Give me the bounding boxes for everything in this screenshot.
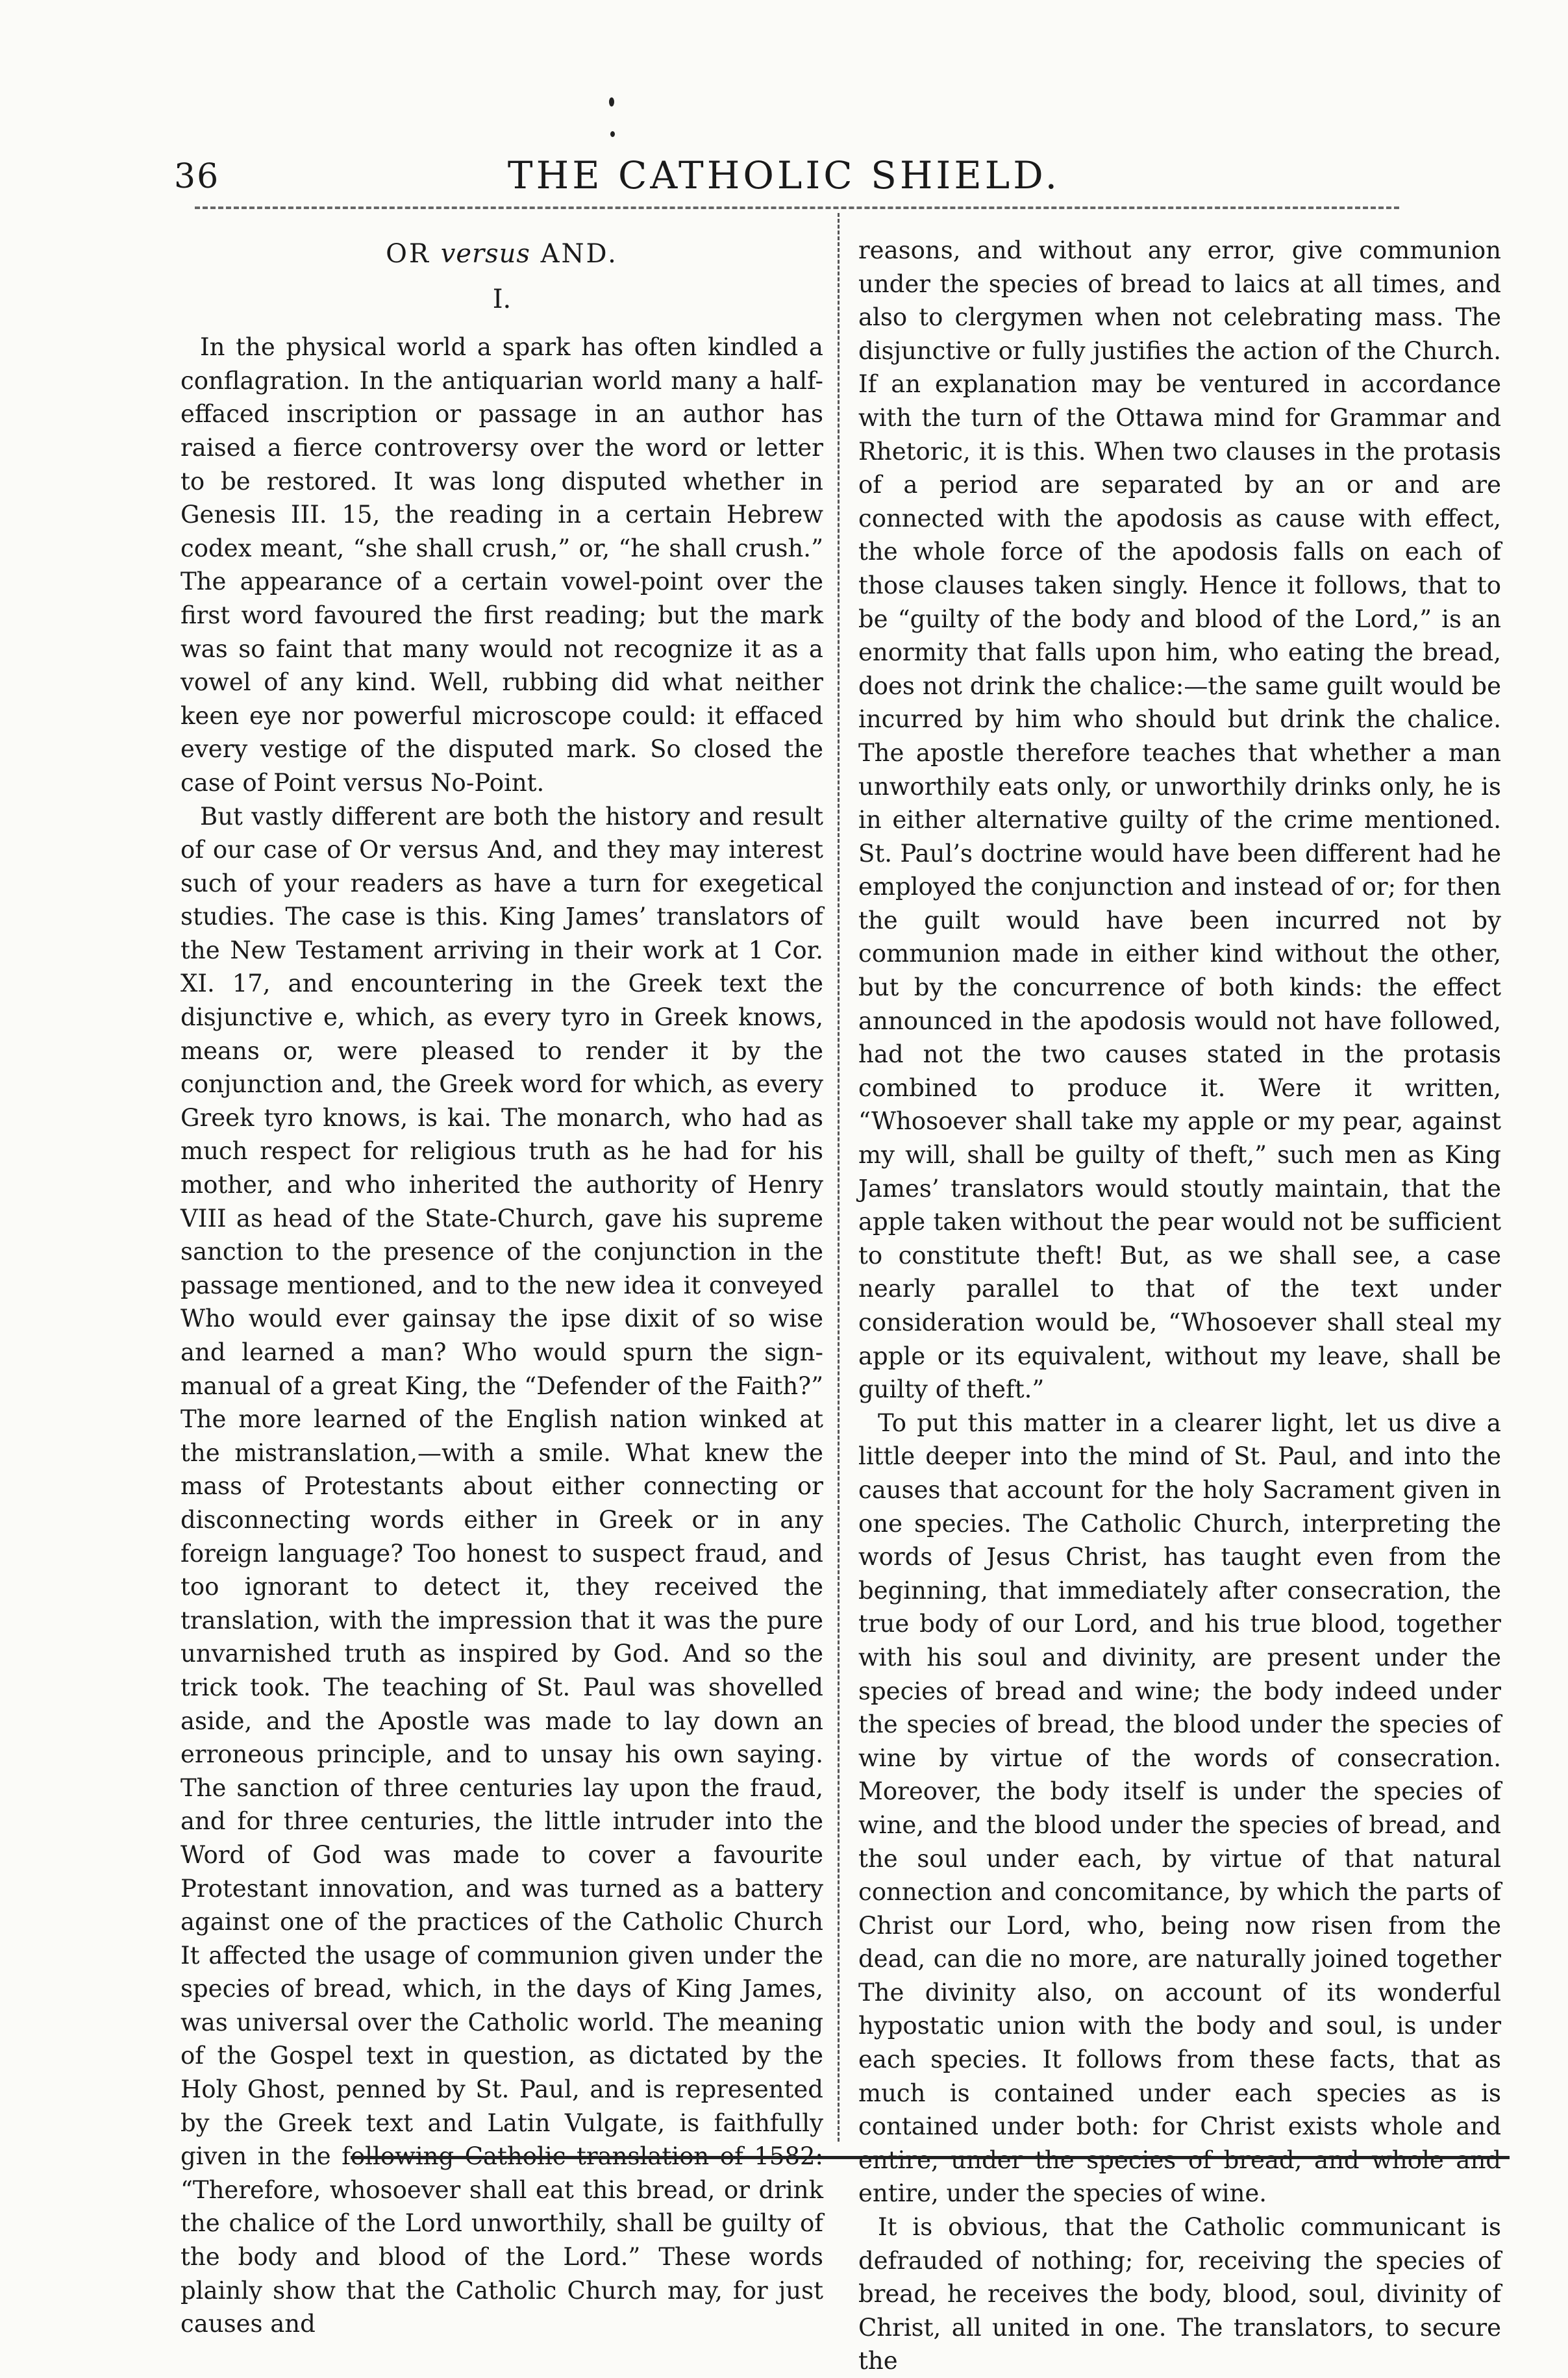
ink-speck: [610, 131, 615, 137]
paragraph: reasons, and without any error, give communion under the species of bread to laics at all times, and also to clergymen when not celebrating mass. The disjunctive or fully justifies the action of the Church. If an explanation may be ventured in accordance with the turn of the Ottawa mind for Grammar and Rhetoric, it is this. When two clauses in the protasis of a period are separated by an or and are connected with the apodosis as cause with effect, the whole force of the apodosis falls on each of those clauses taken singly. Hence it follows, that to be “guilty of the body and blood of the Lord,” is an enormity that falls upon him, who eating the bread, does not drink the chalice:—the same guilt would be incurred by him who should but drink the chalice. The apostle therefore teaches that whether a man unworthily eats only, or unworthily drinks only, he is in either alternative guilty of the crime mentioned. St. Paul’s doctrine would have been different had he employed the conjunction and instead of or; for then the guilt would have been incurred not by communion made in either kind without the other, but by the concurrence of both kinds: the effect announced in the apodosis would not have followed, had not the two causes stated in the protasis combined to produce it. Were it written, “Whosoever shall take my apple or my pear, against my will, shall be guilty of theft,” such men as King James’ translators would stoutly maintain, that the apple taken without the pear would not be sufficient to constitute theft! But, as we shall see, a case nearly parallel to that of the text under consideration would be, “Whosoever shall steal my apple or its equivalent, without my leave, shall be guilty of theft.”: [858, 236, 1501, 1404]
paragraph: But vastly different are both the history and result of our case of Or versus And, and they may interest such of your readers as have a turn for exegetical studies. The case is this. King James’ translators of the New Testament arriving in their work at 1 Cor. XI. 17, and encountering in the Greek text the disjunctive e, which, as every tyro in Greek knows, means or, were pleased to render it by the conjunction and, the Greek word for which, as every Greek tyro knows, is kai. The monarch, who had as much respect for religious truth as he had for his mother, and who inherited the authority of Henry VIII as head of the State-Church, gave his supreme sanction to the presence of the conjunction in the passage mentioned, and to the new idea it conveyed Who would ever gainsay the ipse dixit of so wise and learned a man? Who would spurn the sign-manual of a great King, the “Defender of the Faith?” The more learned of the English nation winked at the mistranslation,—with a smile. What knew the mass of Protestants about either connecting or disconnecting words either in Greek or in any foreign language? Too honest to suspect fraud, and too ignorant to detect it, they received the translation, with the impression that it was the pure unvarnished truth as inspired by God. And so the trick took. The teaching of St. Paul was shovelled aside, and the Apostle was made to lay down an erroneous principle, and to unsay his own saying. The sanction of three centuries lay upon the fraud, and for three centuries, the little intruder into the Word of God was made to cover a favourite Protestant innovation, and was turned as a battery against one of the practices of the Catholic Church It affected the usage of communion given under the species of bread, which, in the days of King James, was universal over the Catholic world. The meaning of the Gospel text in question, as dictated by the Holy Ghost, penned by St. Paul, and is represented by the Greek text and Latin Vulgate, is faithfully given in the following Catholic translation of 1582: “Therefore, whosoever shall eat this bread, or drink the chalice of the Lord unworthily, shall be guilty of the body and blood of the Lord.” These words plainly show that the Catholic Church may, for just causes and: [180, 802, 823, 2338]
paragraph: It is obvious, that the Catholic communicant is defrauded of nothing; for, receiving the species of bread, he receives the body, blood, soul, divinity of Christ, all united in one. The translators, to secure the: [858, 2213, 1501, 2375]
bottom-rule: [351, 2156, 1510, 2159]
paragraph: To put this matter in a clearer light, let us dive a little deeper into the mind of St. Paul, and into the causes that account for the holy Sacrament given in one species. The Catholic Church, interpreting the words of Jesus Christ, has taught even from the beginning, that immediately after consecration, the true body of our Lord, and his true blood, together with his soul and divinity, are present under the species of bread and wine; the body indeed under the species of bread, the blood under the species of wine by virtue of the words of consecration. Moreover, the body itself is under the species of wine, and the blood under the species of bread, and the soul under each, by virtue of that natural connection and concomitance, by which the parts of Christ our Lord, who, being now risen from the dead, can die no more, are naturally joined together The divinity also, on account of its wonderful hypostatic union with the body and soul, is under each species. It follows from these facts, that as much is contained under each species as is contained under both: for Christ exists whole and entire, under the species of bread, and whole and entire, under the species of wine.: [858, 1408, 1501, 2208]
column-divider: [838, 213, 840, 2142]
article-title: [180, 238, 823, 271]
title-part-a: OR: [386, 239, 441, 269]
running-head: THE CATHOLIC SHIELD.: [507, 153, 1061, 197]
title-part-b: AND.: [530, 239, 618, 269]
title-versus: versus: [440, 239, 530, 269]
header-rule: [195, 207, 1399, 209]
right-column: [858, 234, 1501, 2378]
page-number: 36: [174, 157, 220, 196]
section-number: I.: [492, 284, 512, 314]
paragraph: In the physical world a spark has often kindled a conflagration. In the antiquarian world many a half-effaced inscription or passage in an author has raised a fierce controversy over the word or letter to be restored. It was long disputed whether in Genesis III. 15, the reading in a certain Hebrew codex meant, “she shall crush,” or, “he shall crush.” The appearance of a certain vowel-point over the first word favoured the first reading; but the mark was so faint that many would not recognize it as a vowel of any kind. Well, rubbing did what neither keen eye nor powerful microscope could: it effaced every vestige of the disputed mark. So closed the case of Point versus No-Point.: [180, 333, 823, 797]
ink-speck: [609, 97, 614, 106]
left-column: [180, 234, 823, 2341]
